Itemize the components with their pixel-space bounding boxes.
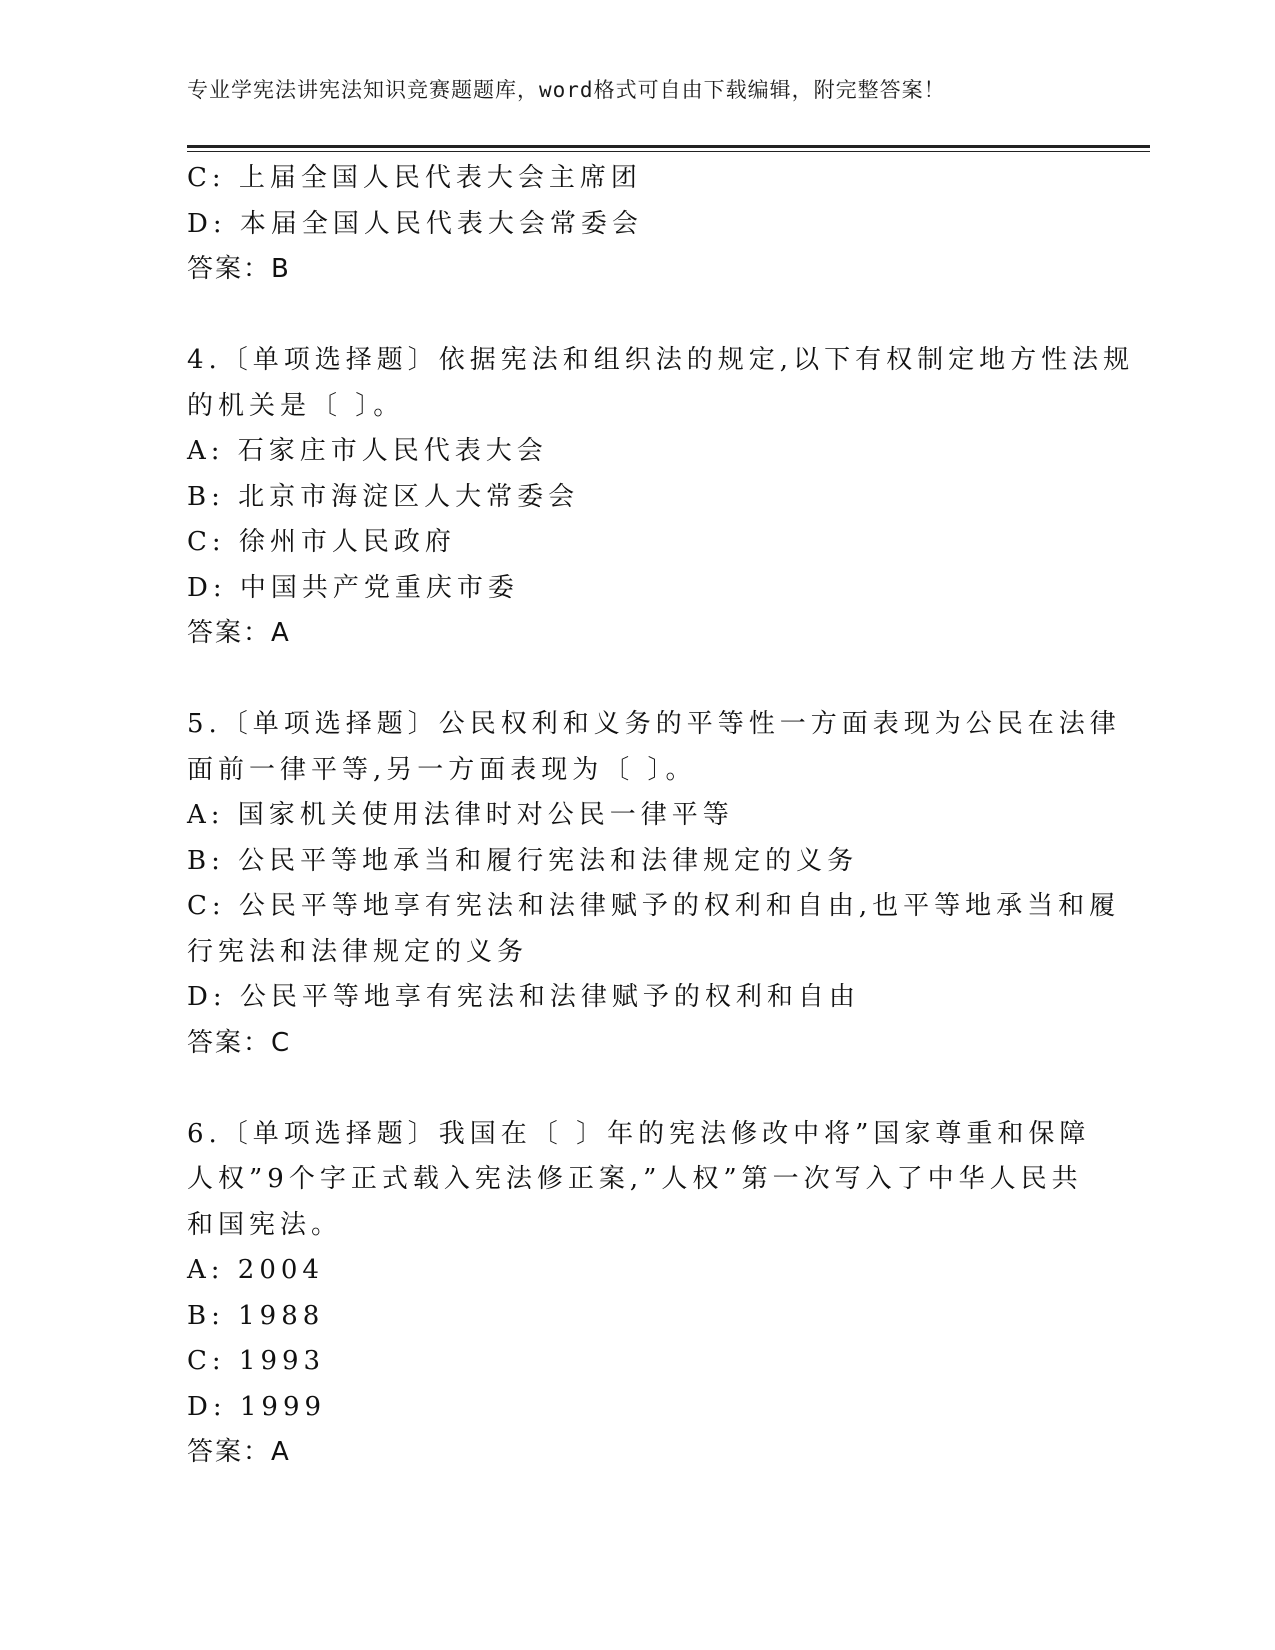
option-d: D: 中国共产党重庆市委 [187,572,519,603]
answer-line [187,1021,1087,1067]
spacer [187,1066,1087,1112]
answer-value: B [271,254,291,284]
question-text: 面前一律平等,另一方面表现为〔 〕。 [187,754,697,785]
option-b: B: 北京市海淀区人大常委会 [187,481,580,512]
question-text: 4.〔单项选择题〕依据宪法和组织法的规定,以下有权制定地方性法规 [187,345,1135,375]
answer-line [187,611,1087,657]
document-body [187,156,1135,1476]
option-c: C: 1993 [187,1346,326,1376]
answer-label: 答案： [187,254,272,284]
spacer [187,657,1087,703]
answer-value: A [271,1437,291,1467]
question-3-tail [187,156,1087,293]
option-d: D: 本届全国人民代表大会常委会 [187,208,643,239]
answer-label: 答案： [187,618,272,648]
option-c-continued: 行宪法和法律规定的义务 [187,936,529,967]
option-a: A: 国家机关使用法律时对公民一律平等 [187,800,734,830]
question-text: 人权”9个字正式载入宪法修正案,”人权”第一次写入了中华人民共 [187,1164,1083,1194]
answer-line [187,247,1087,293]
option-d: D: 公民平等地享有宪法和法律赋予的权利和自由 [187,982,860,1012]
option-d: D: 1999 [187,1391,327,1422]
question-6 [187,1112,1091,1476]
question-text: 5.〔单项选择题〕公民权利和义务的平等性一方面表现为公民在法律 [187,709,1121,739]
header-rule-thick [187,145,1150,148]
answer-value: A [271,618,291,648]
option-a: A: 2004 [187,1255,324,1285]
option-c: C: 上届全国人民代表大会主席团 [187,163,642,193]
option-c: C: 徐州市人民政府 [187,527,456,557]
option-b: B: 公民平等地承当和履行宪法和法律规定的义务 [187,845,859,876]
answer-line [187,1430,1087,1476]
question-5 [187,702,1121,1066]
header-rule-thin [187,151,1150,152]
question-4 [187,338,1135,657]
answer-label: 答案： [187,1437,272,1467]
option-b: B: 1988 [187,1300,325,1331]
spacer [187,293,1087,339]
option-a: A: 石家庄市人民代表大会 [187,436,548,466]
question-text: 和国宪法。 [187,1209,343,1240]
question-text: 的机关是〔 〕。 [187,390,405,421]
answer-label: 答案： [187,1027,272,1058]
question-text: 6.〔单项选择题〕我国在〔 〕年的宪法修改中将”国家尊重和保障 [187,1118,1091,1149]
answer-value: C [271,1027,292,1058]
option-c: C: 公民平等地享有宪法和法律赋予的权利和自由,也平等地承当和履 [187,891,1121,921]
page-header: 专业学宪法讲宪法知识竞赛题题库，word格式可自由下载编辑，附完整答案！ [187,78,946,102]
